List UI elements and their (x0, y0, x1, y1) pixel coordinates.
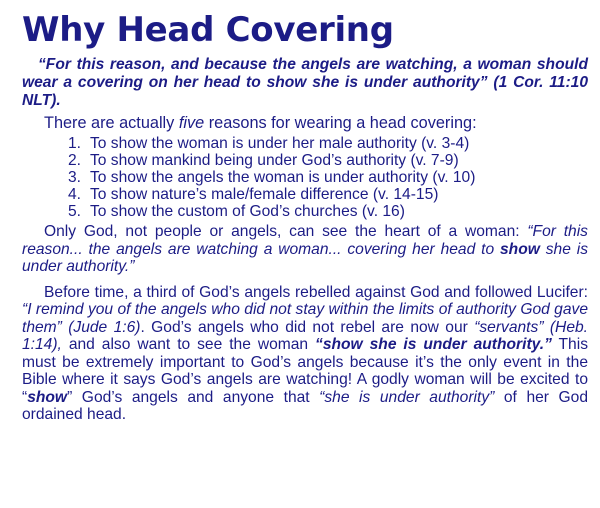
list-item (68, 203, 588, 220)
reasons-intro (44, 114, 588, 133)
list-item-number: 4. (68, 186, 82, 203)
jude-quote: “I remind you of the angels who did not stay within the limits of authority God gave them” (Jude 1:6) (22, 301, 588, 336)
angels-text-6: of her God ordained head. (22, 388, 589, 423)
intro-after: reasons for wearing a head covering: (204, 114, 477, 132)
paragraph-gap (22, 276, 588, 284)
heart-paragraph (22, 223, 588, 276)
list-item (68, 186, 588, 203)
list-item-text: To show the custom of God’s churches (v. 16) (90, 203, 405, 220)
list-item-number: 5. (68, 203, 82, 220)
reasons-list (68, 135, 588, 220)
intro-before: There are actually (44, 114, 179, 132)
heart-quote-1: “For this reason... the angels are watching a woman... covering her head to (22, 223, 588, 258)
list-item (68, 135, 588, 152)
angels-text-1: Before time, a third of God’s angels rebelled against God and followed Lucifer: (44, 283, 588, 301)
list-item-text: To show the woman is under her male authority (v. 3-4) (90, 135, 470, 152)
list-item-number: 1. (68, 135, 82, 152)
heart-quote-bold: show (500, 240, 540, 258)
list-item (68, 169, 588, 186)
angels-text-5: ” God’s angels and anyone that (67, 388, 320, 406)
hebrews-quote: “servants” (Heb. 1:14), (22, 318, 588, 353)
intro-emphasis: five (178, 114, 205, 132)
angels-text-3: and also want to see the woman (61, 336, 316, 353)
page-title: Why Head Covering (22, 10, 394, 50)
angels-text-4: This must be extremely important to God’s angels because it’s the only event in the Bible where it says God’s angels are watching! A godly woman will be excited to “ (22, 336, 588, 406)
heart-lead: Only God, not people or angels, can see the heart of a woman: (44, 223, 528, 240)
angels-paragraph (22, 284, 588, 424)
angels-text-2: . God’s angels who did not rebel are now our (140, 318, 475, 336)
list-item-text: To show the angels the woman is under authority (v. 10) (90, 169, 476, 186)
list-item-text: To show mankind being under God’s authority (v. 7-9) (90, 152, 459, 169)
scripture-quote: “For this reason, and because the angels are watching, a woman should wear a covering on her head to show she is under authority” (1 Cor. 11:10 NLT). (22, 56, 588, 109)
list-item-number: 2. (68, 152, 82, 169)
under-authority-quote: “she is under authority” (319, 388, 495, 406)
heart-quote-2: she is under authority.” (22, 240, 588, 275)
list-item (68, 152, 588, 169)
list-item-number: 3. (68, 169, 82, 186)
list-item-text: To show nature’s male/female difference (v. 14-15) (90, 186, 439, 203)
show-authority-quote: “show she is under authority.” (315, 336, 552, 353)
show-emphasis: show (27, 388, 68, 406)
